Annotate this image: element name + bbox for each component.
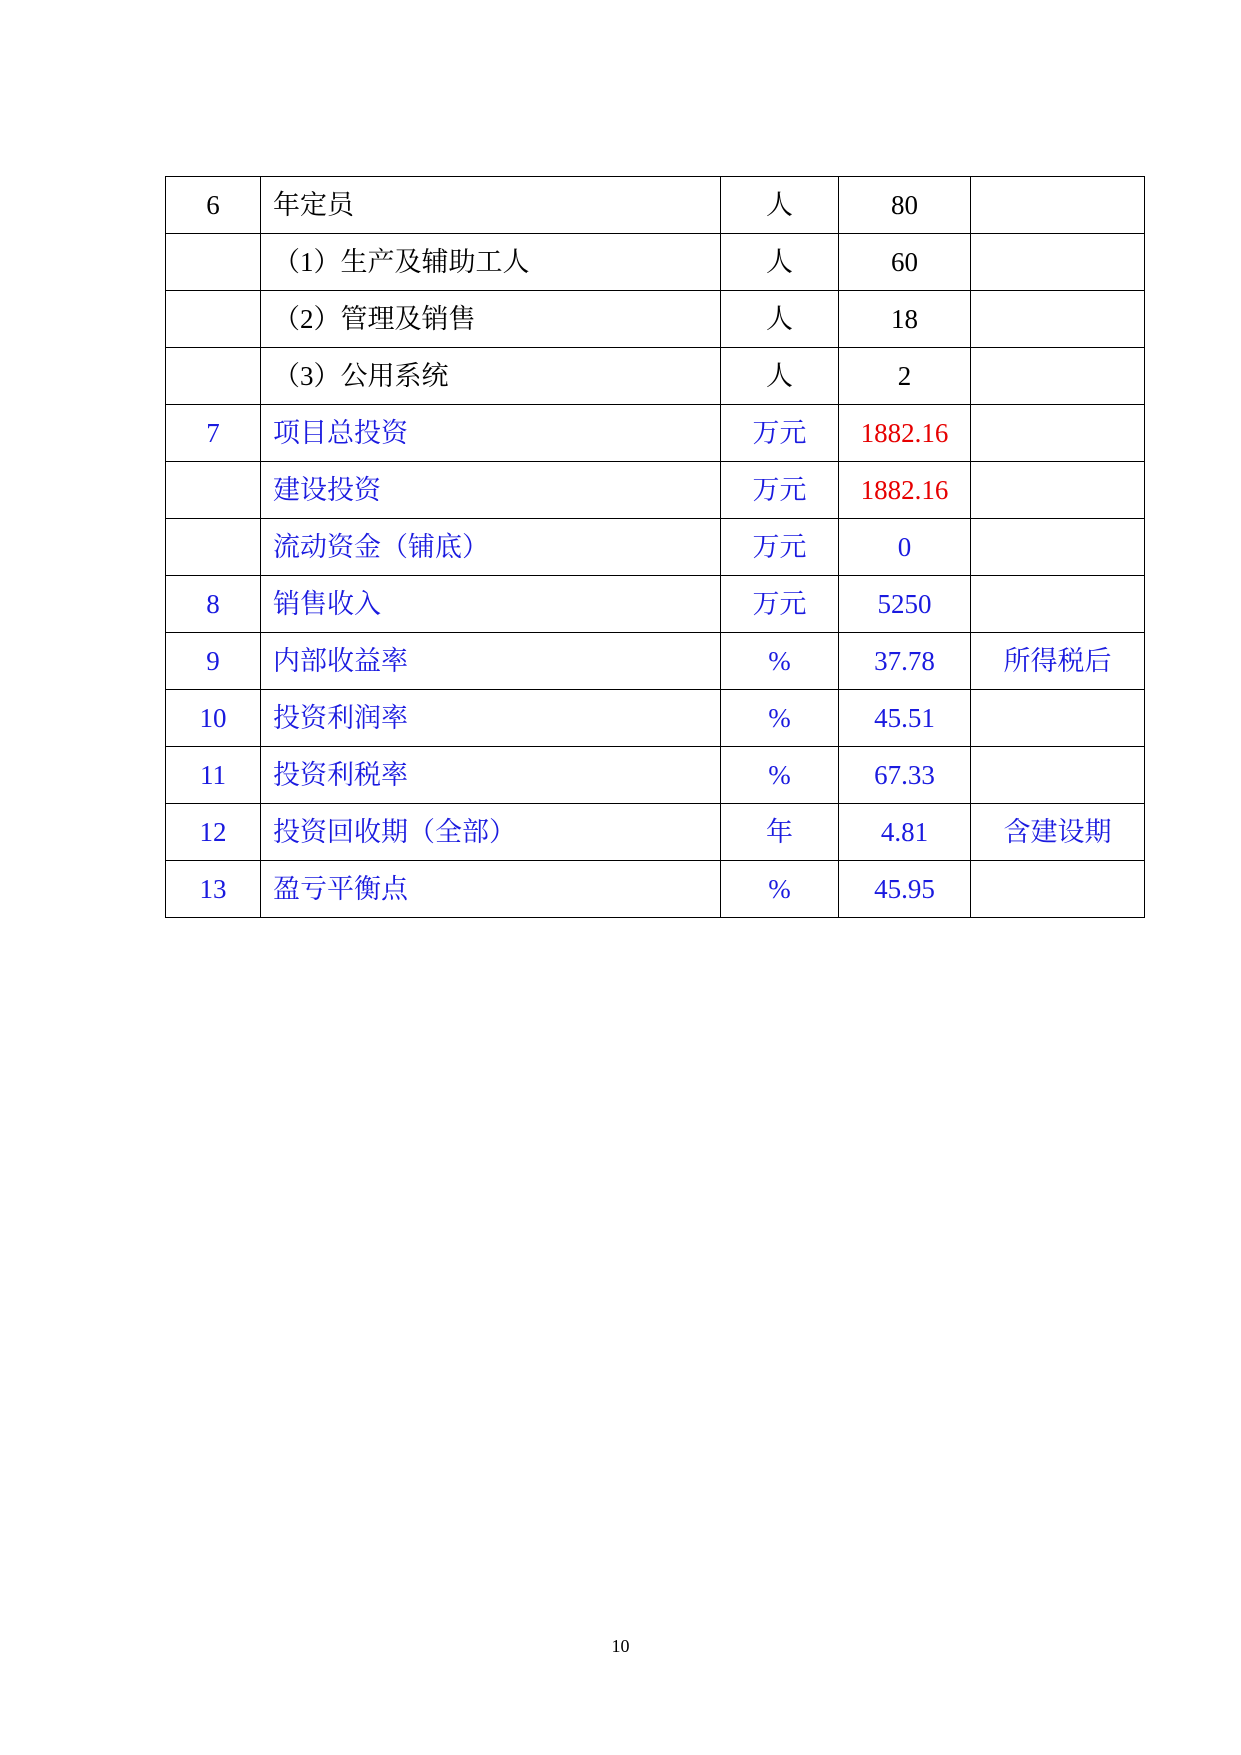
unit: 人 xyxy=(721,348,839,405)
value: 1882.16 xyxy=(839,462,971,519)
value: 18 xyxy=(839,291,971,348)
unit: % xyxy=(721,633,839,690)
unit: 人 xyxy=(721,234,839,291)
row-number: 7 xyxy=(166,405,261,462)
unit: 人 xyxy=(721,291,839,348)
item-name: 盈亏平衡点 xyxy=(261,861,721,918)
item-name: 销售收入 xyxy=(261,576,721,633)
value: 1882.16 xyxy=(839,405,971,462)
row-number xyxy=(166,291,261,348)
unit: 万元 xyxy=(721,519,839,576)
note xyxy=(971,576,1145,633)
item-name: （2）管理及销售 xyxy=(261,291,721,348)
table-row xyxy=(166,348,1145,405)
note xyxy=(971,462,1145,519)
value: 45.95 xyxy=(839,861,971,918)
unit: % xyxy=(721,747,839,804)
table-row xyxy=(166,576,1145,633)
note xyxy=(971,861,1145,918)
row-number: 12 xyxy=(166,804,261,861)
table-row xyxy=(166,519,1145,576)
table-row xyxy=(166,405,1145,462)
table-row xyxy=(166,234,1145,291)
row-number xyxy=(166,519,261,576)
row-number: 9 xyxy=(166,633,261,690)
value: 0 xyxy=(839,519,971,576)
table-row xyxy=(166,462,1145,519)
row-number: 13 xyxy=(166,861,261,918)
item-name: 年定员 xyxy=(261,177,721,234)
unit: 万元 xyxy=(721,405,839,462)
note xyxy=(971,519,1145,576)
value: 60 xyxy=(839,234,971,291)
unit: 年 xyxy=(721,804,839,861)
value: 4.81 xyxy=(839,804,971,861)
project-summary-table xyxy=(165,176,1145,918)
row-number xyxy=(166,234,261,291)
table-row xyxy=(166,861,1145,918)
value: 80 xyxy=(839,177,971,234)
note xyxy=(971,405,1145,462)
row-number xyxy=(166,348,261,405)
unit: 人 xyxy=(721,177,839,234)
row-number: 10 xyxy=(166,690,261,747)
unit: 万元 xyxy=(721,576,839,633)
table-row xyxy=(166,690,1145,747)
value: 2 xyxy=(839,348,971,405)
row-number: 8 xyxy=(166,576,261,633)
value: 37.78 xyxy=(839,633,971,690)
unit: 万元 xyxy=(721,462,839,519)
item-name: 流动资金（铺底） xyxy=(261,519,721,576)
item-name: （1）生产及辅助工人 xyxy=(261,234,721,291)
note xyxy=(971,747,1145,804)
note: 含建设期 xyxy=(971,804,1145,861)
unit: % xyxy=(721,690,839,747)
value: 45.51 xyxy=(839,690,971,747)
note xyxy=(971,234,1145,291)
item-name: 投资利税率 xyxy=(261,747,721,804)
item-name: 内部收益率 xyxy=(261,633,721,690)
row-number: 11 xyxy=(166,747,261,804)
page-number: 10 xyxy=(611,1636,630,1656)
note xyxy=(971,348,1145,405)
table-row xyxy=(166,747,1145,804)
table-row xyxy=(166,804,1145,861)
row-number xyxy=(166,462,261,519)
unit: % xyxy=(721,861,839,918)
note xyxy=(971,291,1145,348)
item-name: 项目总投资 xyxy=(261,405,721,462)
table-row xyxy=(166,177,1145,234)
table-row xyxy=(166,291,1145,348)
row-number: 6 xyxy=(166,177,261,234)
value: 5250 xyxy=(839,576,971,633)
table-row xyxy=(166,633,1145,690)
item-name: 投资利润率 xyxy=(261,690,721,747)
value: 67.33 xyxy=(839,747,971,804)
item-name: 投资回收期（全部） xyxy=(261,804,721,861)
item-name: 建设投资 xyxy=(261,462,721,519)
note xyxy=(971,177,1145,234)
note: 所得税后 xyxy=(971,633,1145,690)
note xyxy=(971,690,1145,747)
item-name: （3）公用系统 xyxy=(261,348,721,405)
